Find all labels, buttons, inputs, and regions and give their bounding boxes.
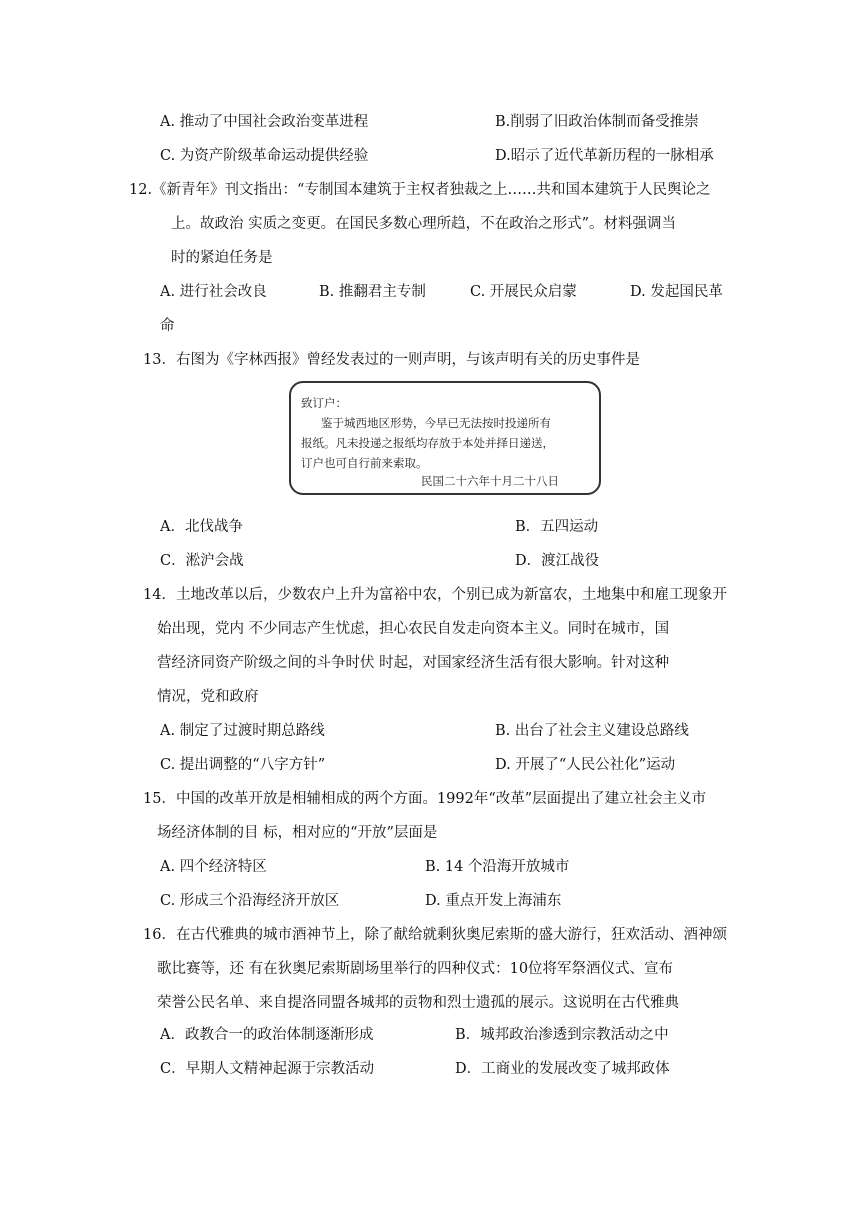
notice-line-2: 鉴于城西地区形势，今早已无法按时投递所有 — [321, 416, 551, 430]
q14-option-d: D. 开展了“人民公社化”运动 — [495, 757, 676, 773]
q16-stem-line-1: 16．在古代雅典的城市酒神节上，除了献给就剩狄奥尼索斯的盛大游行，狂欢活动、酒神颂 — [143, 927, 727, 943]
q16-option-c: C．早期人文精神起源于宗教活动 — [160, 1061, 375, 1077]
q13-option-a: A．北伐战争 — [160, 519, 243, 535]
q16-option-d: D．工商业的发展改变了城邦政体 — [455, 1061, 670, 1077]
q13-option-b: B．五四运动 — [515, 519, 599, 535]
q15-stem-line-2: 场经济体制的目 标，相对应的“开放”层面是 — [157, 825, 438, 841]
q11-option-a: A. 推动了中国社会政治变革进程 — [160, 114, 369, 130]
q14-stem-line-2: 始出现，党内 不少同志产生忧虑，担心农民自发走向资本主义。同时在城市，国 — [157, 621, 670, 637]
q13-stem-line-1: 13．右图为《字林西报》曾经发表过的一则声明，与该声明有关的历史事件是 — [143, 352, 640, 368]
q15-option-b: B. 14 个沿海开放城市 — [425, 859, 570, 875]
q11-option-d: D.昭示了近代革新历程的一脉相承 — [495, 148, 714, 164]
q12-option-d-wrap: 命 — [160, 318, 175, 334]
newspaper-notice-image — [289, 381, 601, 495]
notice-line-3: 报纸。凡未投递之报纸均存放于本处并择日递送， — [301, 436, 554, 450]
q14-stem-line-1: 14．土地改革以后，少数农户上升为富裕中农，个别已成为新富农，土地集中和雇工现象开 — [143, 587, 727, 603]
q14-option-c: C. 提出调整的“八字方针” — [160, 757, 326, 773]
q11-option-c: C. 为资产阶级革命运动提供经验 — [160, 148, 369, 164]
q16-stem-line-3: 荣誉公民名单、来自提洛同盟各城邦的贡物和烈士遗孤的展示。这说明在古代雅典 — [157, 995, 679, 1011]
q13-option-d: D．渡江战役 — [515, 553, 600, 569]
notice-date: 民国二十六年十月二十八日 — [421, 474, 559, 488]
q16-stem-line-2: 歌比赛等，还 有在狄奥尼索斯剧场里举行的四种仪式：10位将军祭酒仪式、宣布 — [157, 961, 674, 977]
q15-option-d: D. 重点开发上海浦东 — [425, 893, 562, 909]
q14-option-b: B. 出台了社会主义建设总路线 — [495, 723, 689, 739]
q16-option-a: A．政教合一的政治体制逐渐形成 — [160, 1027, 374, 1043]
q14-option-a: A. 制定了过渡时期总路线 — [160, 723, 325, 739]
q14-stem-line-3: 营经济同资产阶级之间的斗争时伏 时起，对国家经济生活有很大影响。针对这种 — [157, 655, 670, 671]
q12-stem-line-2: 上。故政治 实质之变更。在国民多数心理所趋，不在政治之形式”。材料强调当 — [171, 216, 677, 232]
q12-option-d: D. 发起国民革 — [630, 284, 723, 300]
q12-option-c: C. 开展民众启蒙 — [470, 284, 577, 300]
q15-option-c: C. 形成三个沿海经济开放区 — [160, 893, 340, 909]
q15-stem-line-1: 15．中国的改革开放是相辅相成的两个方面。1992年“改革”层面提出了建立社会主义市 — [143, 791, 707, 807]
q12-stem-line-3: 时的紧迫任务是 — [171, 250, 273, 266]
q16-option-b: B．城邦政治渗透到宗教活动之中 — [455, 1027, 669, 1043]
notice-line-4: 订户也可自行前来索取。 — [301, 456, 428, 470]
q12-option-b: B. 推翻君主专制 — [319, 284, 426, 300]
q11-option-b: B.削弱了旧政治体制而备受推崇 — [495, 114, 699, 130]
q12-stem-line-1: 12.《新青年》刊文指出：“专制国本建筑于主权者独裁之上……共和国本建筑于人民舆论之 — [129, 182, 711, 198]
q12-option-a: A. 进行社会改良 — [160, 284, 267, 300]
notice-salutation: 致订户： — [301, 396, 347, 410]
q14-stem-line-4: 情况，党和政府 — [157, 689, 259, 705]
q13-option-c: C．淞沪会战 — [160, 553, 244, 569]
q15-option-a: A. 四个经济特区 — [160, 859, 267, 875]
